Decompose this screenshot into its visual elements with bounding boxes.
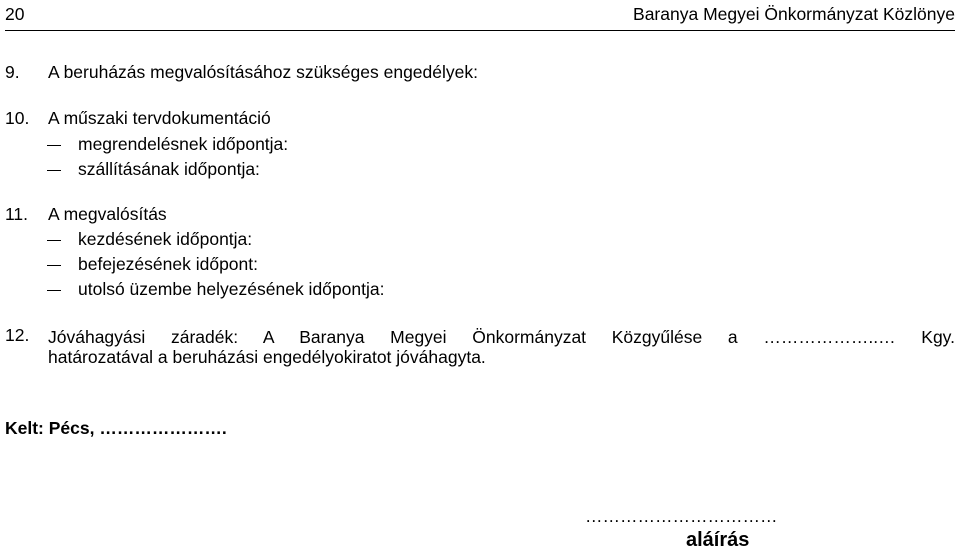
signature-line: ……………………………: [585, 506, 778, 526]
dash-bullet: [47, 265, 61, 266]
item-11-text: A megvalósítás: [48, 204, 167, 224]
page-number: 20: [5, 4, 25, 24]
publication-title: Baranya Megyei Önkormányzat Közlönye: [633, 4, 955, 24]
item-10-text: A műszaki tervdokumentáció: [48, 108, 271, 128]
item-10-sub-1: megrendelésnek időpontja:: [78, 134, 289, 154]
item-11-sub-3: utolsó üzembe helyezésének időpontja:: [78, 279, 385, 299]
item-12-line-1: Jóváhagyási záradék: A Baranya Megyei Önkormányzat Közgyűlése a ………………..… Kgy.: [48, 327, 955, 347]
item-10-number: 10.: [5, 108, 30, 128]
item-9-number: 9.: [5, 62, 20, 82]
item-11-number: 11.: [5, 204, 29, 224]
dash-bullet: [47, 290, 61, 291]
item-9-text: A beruházás megvalósításához szükséges engedélyek:: [48, 62, 478, 82]
signature-label: aláírás: [686, 529, 750, 550]
item-11-sub-2: befejezésének időpont:: [78, 254, 258, 274]
dated-line: Kelt: Pécs, ………………….: [5, 418, 227, 438]
item-11-sub-1: kezdésének időpontja:: [78, 229, 253, 249]
item-12-number: 12.: [5, 325, 30, 345]
dash-bullet: [47, 170, 61, 171]
item-10-sub-2: szállításának időpontja:: [78, 159, 260, 179]
item-12-line-2: határozatával a beruházási engedélyokiratot jóváhagyta.: [48, 347, 486, 367]
dash-bullet: [47, 145, 61, 146]
header-divider: [5, 30, 955, 31]
dash-bullet: [47, 240, 61, 241]
